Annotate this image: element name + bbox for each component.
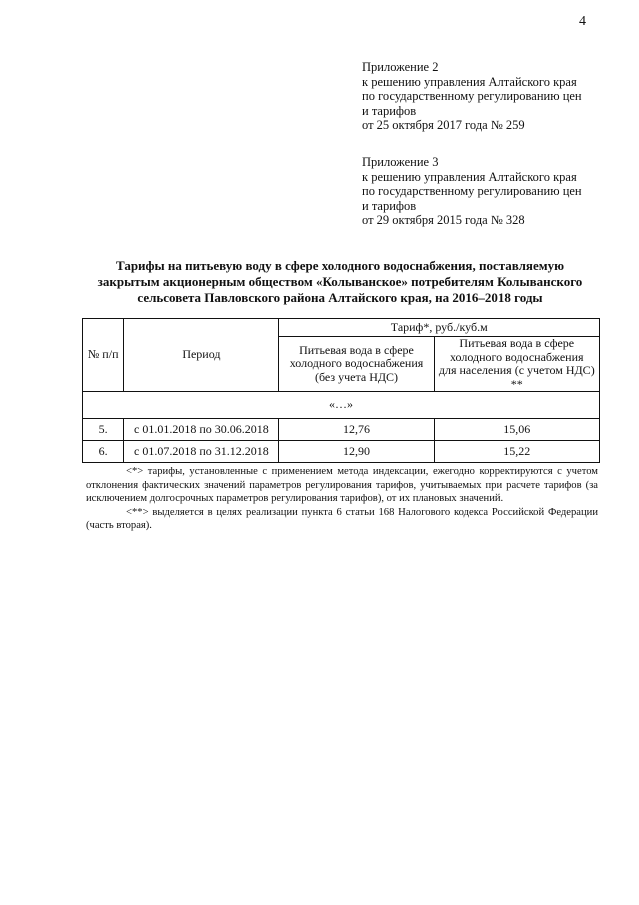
cell-number: 6. [83, 441, 124, 463]
appendix-3-header [362, 155, 612, 228]
appendix-2-line: и тарифов [362, 103, 417, 118]
header-line: ** [510, 376, 523, 391]
appendix-2-line: к решению управления Алтайского края [362, 74, 577, 89]
cell-tariff-without-vat: 12,90 [279, 441, 434, 463]
header-line: холодного водоснабжения [450, 349, 584, 364]
appendix-2-line: по государственному регулированию цен [362, 89, 582, 103]
document-title [60, 258, 620, 306]
tariff-table [82, 318, 600, 463]
appendix-3-line: от 29 октября 2015 года № 328 [362, 213, 525, 227]
header-without-vat [279, 337, 434, 392]
table-row-ellipsis [83, 392, 600, 419]
appendix-2-line: от 25 октября 2017 года № 259 [362, 118, 525, 132]
appendix-3-line: к решению управления Алтайского края [362, 169, 577, 184]
appendix-2-line: Приложение 2 [362, 60, 439, 74]
appendix-3-line: Приложение 3 [362, 155, 439, 169]
title-line: сельсовета Павловского района Алтайского края, на 2016–2018 годы [137, 290, 543, 305]
footnote-2: <**> выделяется в целях реализации пункта 6 статьи 168 Налогового кодекса Российской Федерации (часть вторая). [86, 506, 598, 531]
header-line: холодного водоснабжения [289, 356, 424, 371]
footnote-1: <*> тарифы, установленные с применением метода индексации, ежегодно корректируются с учетом отклонения фактических значений параметров регулирования тарифов, учитываемых при расчете тарифов (за исключением долгосрочных параметров регулирования тарифов), от их плановых значений. [86, 466, 598, 504]
header-line: Питьевая вода в сфере [459, 336, 575, 350]
footnotes [86, 465, 598, 533]
table-row [83, 419, 600, 441]
table-row [83, 441, 600, 463]
cell-number: 5. [83, 419, 124, 441]
table-header-row [83, 319, 600, 337]
cell-period: с 01.01.2018 по 30.06.2018 [124, 419, 279, 441]
header-period: Период [124, 319, 279, 392]
ellipsis-cell: «…» [83, 392, 600, 419]
cell-tariff-without-vat: 12,76 [279, 419, 434, 441]
header-number: № п/п [83, 319, 124, 392]
page-number: 4 [579, 14, 586, 29]
title-line: закрытым акционерным обществом «Колыванское» потребителям Колыванского [97, 274, 583, 289]
cell-tariff-with-vat: 15,06 [434, 419, 599, 441]
appendix-2-header [362, 60, 612, 133]
title-line: Тарифы на питьевую воду в сфере холодного водоснабжения, поставляемую [115, 258, 565, 273]
header-tariff-group: Тариф*, руб./куб.м [279, 319, 600, 337]
header-line: для населения (с учетом НДС) [438, 363, 595, 377]
cell-period: с 01.07.2018 по 31.12.2018 [124, 441, 279, 463]
appendix-3-line: и тарифов [362, 198, 417, 213]
cell-tariff-with-vat: 15,22 [434, 441, 599, 463]
appendix-3-line: по государственному регулированию цен [362, 184, 582, 198]
header-with-vat [434, 337, 599, 392]
header-line: (без учета НДС) [314, 369, 399, 384]
header-line: Питьевая вода в сфере [299, 342, 414, 357]
